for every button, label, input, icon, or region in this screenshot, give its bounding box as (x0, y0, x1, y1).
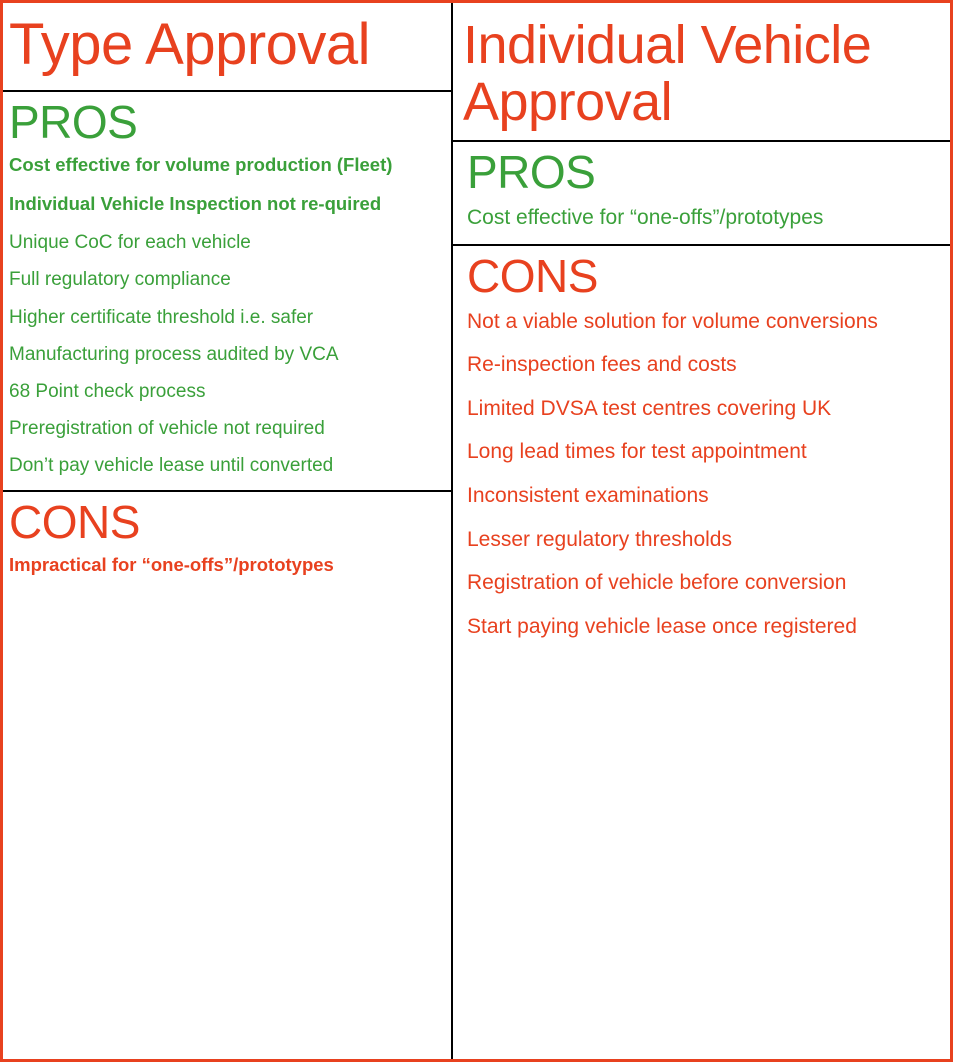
list-item: Cost effective for volume production (Fleet) (9, 154, 393, 176)
list-item: Manufacturing process audited by VCA (9, 343, 339, 365)
list-item: Individual Vehicle Inspection not re-quired (9, 192, 382, 214)
list-item: Not a viable solution for volume conversions (467, 309, 878, 333)
column-heading-type-approval: Type Approval (3, 3, 451, 92)
list-item: Limited DVSA test centres covering UK (467, 396, 832, 420)
list-item: Full regulatory compliance (9, 269, 231, 291)
list-item: Inconsistent examinations (467, 484, 709, 508)
list-item: Higher certificate threshold i.e. safer (9, 306, 314, 328)
iva-cons-section (453, 246, 950, 1059)
list-item: Preregistration of vehicle not required (9, 418, 325, 440)
column-type-approval (3, 3, 453, 1059)
list-item: Long lead times for test appointment (467, 440, 807, 464)
type-approval-pros-list (9, 154, 445, 477)
cons-title: CONS (467, 250, 598, 303)
list-item: 68 Point check process (9, 381, 206, 402)
type-approval-pros-section (3, 92, 451, 492)
list-item: Lesser regulatory thresholds (467, 527, 732, 551)
comparison-columns (3, 3, 950, 1059)
pros-title: PROS (9, 95, 138, 148)
column-heading-individual-vehicle-approval: Individual Vehicle Approval (453, 3, 950, 142)
list-item: Start paying vehicle lease once registered (467, 614, 857, 638)
type-approval-cons-list (9, 554, 445, 577)
list-item: Unique CoC for each vehicle (9, 232, 251, 254)
iva-pros-section (453, 142, 950, 246)
list-item: Registration of vehicle before conversion (467, 571, 847, 595)
iva-cons-list (463, 309, 944, 640)
type-approval-cons-section (3, 492, 451, 1059)
list-item: Don’t pay vehicle lease until converted (9, 455, 334, 477)
pros-title: PROS (467, 146, 596, 199)
iva-pros-list (463, 205, 944, 231)
list-item: Cost effective for “one-offs”/prototypes (467, 205, 824, 229)
list-item: Impractical for “one-offs”/prototypes (9, 553, 334, 575)
column-individual-vehicle-approval (453, 3, 950, 1059)
cons-title: CONS (9, 495, 140, 548)
list-item: Re-inspection fees and costs (467, 353, 737, 377)
